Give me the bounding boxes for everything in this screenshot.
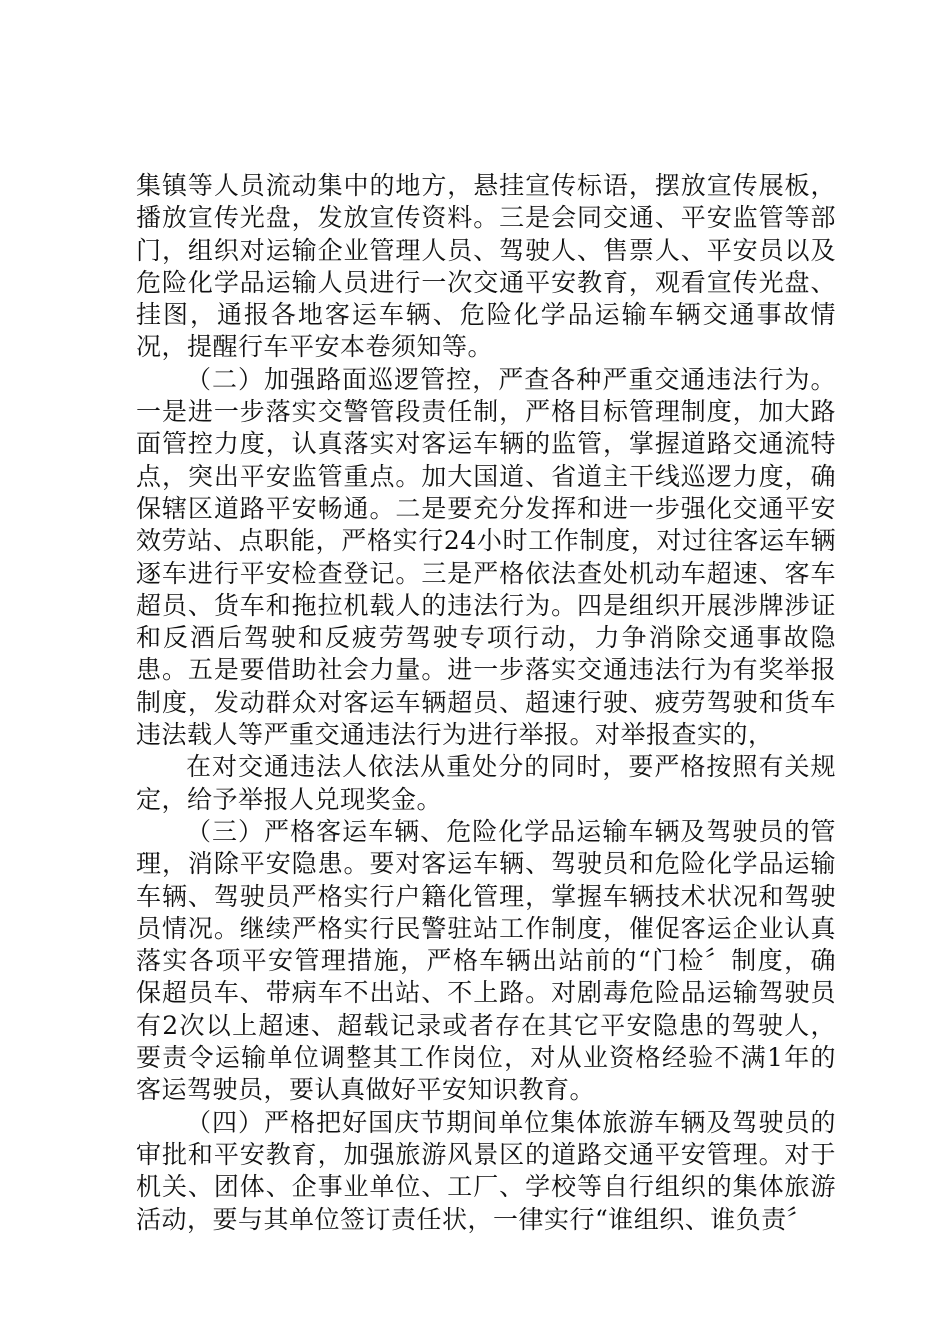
- paragraph-1: 集镇等人员流动集中的地方，悬挂宣传标语，摆放宣传展板，播放宣传光盘，发放宣传资料。三是会同交通、平安监管等部门，组织对运输企业管理人员、驾驶人、售票人、平安员以及危险化学品运输人员进行一次交通平安教育，观看宣传光盘、挂图，通报各地客运车辆、危险化学品运输车辆交通事故情况，提醒行车平安本卷须知等。: [136, 171, 836, 362]
- paragraph-3: 在对交通违法人依法从重处分的同时，要严格按照有关规定，给予举报人兑现奖金。: [136, 752, 836, 814]
- paragraph-5: （四）严格把好国庆节期间单位集体旅游车辆及驾驶员的审批和平安教育，加强旅游风景区的道路交通平安管理。对于机关、团体、企事业单位、工厂、学校等自行组织的集体旅游活动，要与其单位签订责任状，一律实行“谁组织、谁负责〞: [136, 1107, 836, 1234]
- document-page: [136, 170, 836, 1236]
- paragraph-4: （三）严格客运车辆、危险化学品运输车辆及驾驶员的管理，消除平安隐患。要对客运车辆、驾驶员和危险化学品运输车辆、驾驶员严格实行户籍化管理，掌握车辆技术状况和驾驶员情况。继续严格实行民警驻站工作制度，催促客运企业认真落实各项平安管理措施，严格车辆出站前的“门检〞制度，确保超员车、带病车不出站、不上路。对剧毒危险品运输驾驶员有2次以上超速、超载记录或者存在其它平安隐患的驾驶人，要责令运输单位调整其工作岗位，对从业资格经验不满1年的客运驾驶员，要认真做好平安知识教育。: [136, 816, 836, 1105]
- paragraph-2: （二）加强路面巡逻管控，严查各种严重交通违法行为。一是进一步落实交警管段责任制，严格目标管理制度，加大路面管控力度，认真落实对客运车辆的监管，掌握道路交通流特点，突出平安监管重点。加大国道、省道主干线巡逻力度，确保辖区道路平安畅通。二是要充分发挥和进一步强化交通平安效劳站、点职能，严格实行24小时工作制度，对过往客运车辆逐车进行平安检查登记。三是严格依法查处机动车超速、客车超员、货车和拖拉机载人的违法行为。四是组织开展涉牌涉证和反酒后驾驶和反疲劳驾驶专项行动，力争消除交通事故隐患。五是要借助社会力量。进一步落实交通违法行为有奖举报制度，发动群众对客运车辆超员、超速行驶、疲劳驾驶和货车违法载人等严重交通违法行为进行举报。对举报查实的，: [136, 364, 836, 750]
